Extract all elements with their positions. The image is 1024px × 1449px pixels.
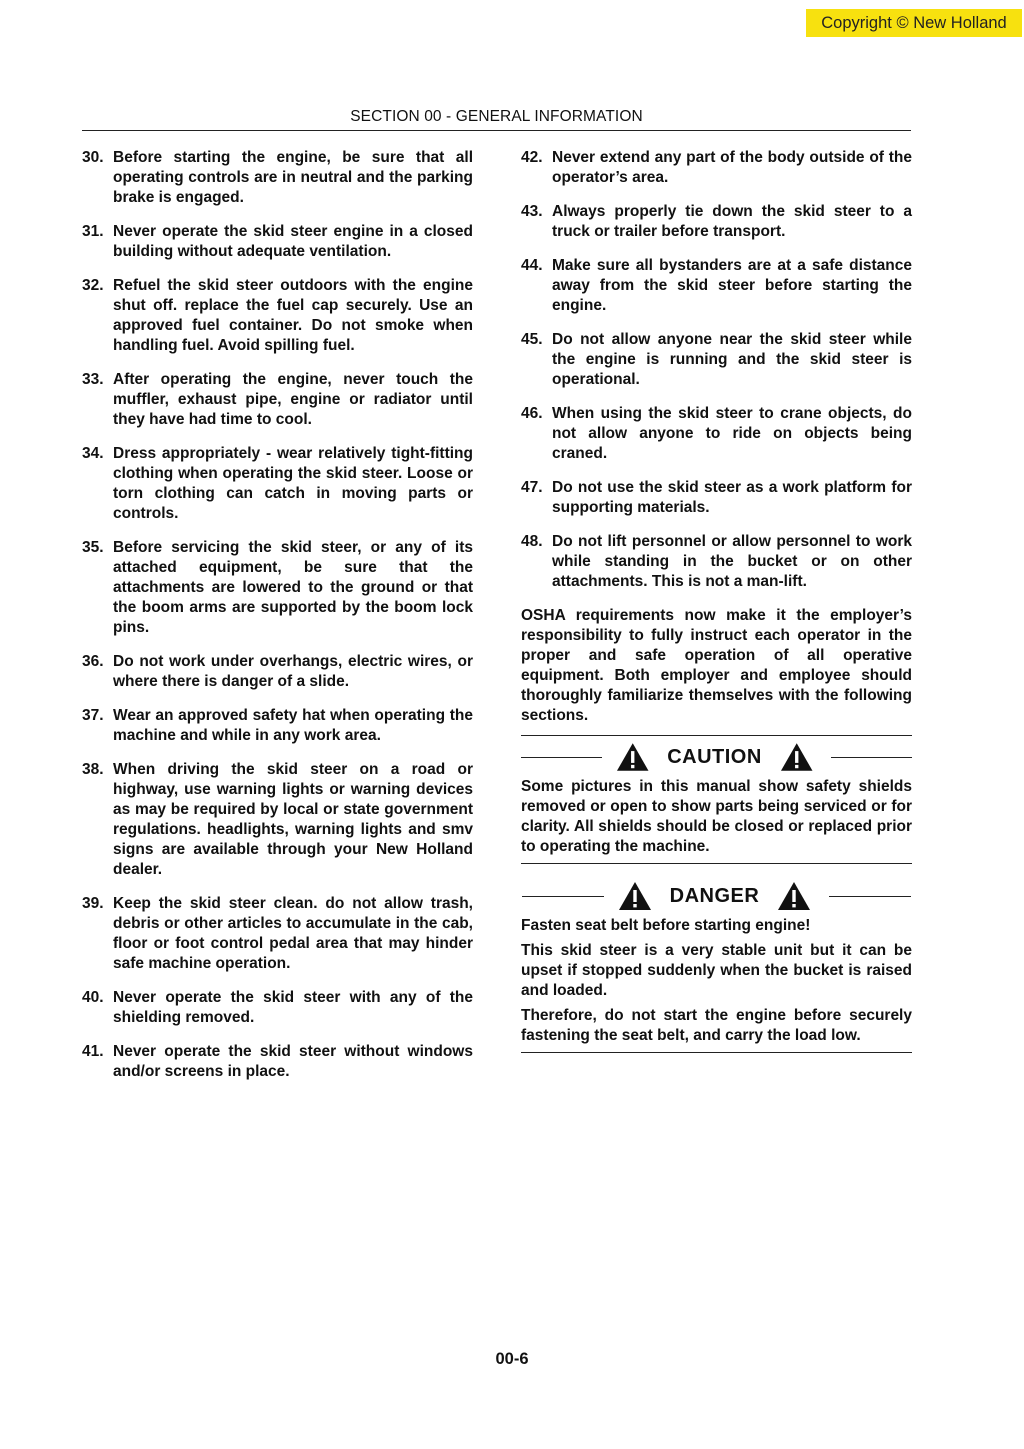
copyright-badge: Copyright © New Holland (806, 9, 1022, 37)
item-number: 41. (82, 1043, 104, 1060)
list-item (82, 444, 473, 524)
danger-right-dash (829, 896, 911, 897)
item-number: 42. (521, 149, 543, 166)
item-text: Never operate the skid steer without windows and/or screens in place. (113, 1043, 473, 1080)
item-number: 45. (521, 331, 543, 348)
danger-heading (521, 880, 912, 912)
list-item (82, 1042, 473, 1082)
caution-heading (521, 741, 912, 773)
danger-bottom-rule (521, 1052, 912, 1053)
item-text: Do not work under overhangs, electric wires, or where there is danger of a slide. (113, 653, 473, 690)
item-text: Do not use the skid steer as a work platform for supporting materials. (552, 479, 912, 516)
list-item (82, 706, 473, 746)
item-number: 40. (82, 989, 104, 1006)
danger-line: This skid steer is a very stable unit but it can be upset if stopped suddenly when the bucket is raised and loaded. (521, 942, 912, 999)
list-item (82, 148, 473, 208)
caution-body (521, 777, 912, 857)
item-text: Never extend any part of the body outside of the operator’s area. (552, 149, 912, 186)
list-item (82, 222, 473, 262)
item-number: 37. (82, 707, 104, 724)
list-item (82, 988, 473, 1028)
danger-body (521, 916, 912, 1046)
list-item (521, 148, 912, 188)
list-item (521, 532, 912, 592)
left-column (82, 148, 473, 1096)
right-column (521, 148, 912, 1053)
list-item (82, 538, 473, 638)
item-number: 44. (521, 257, 543, 274)
item-text: Before servicing the skid steer, or any of its attached equipment, be sure that the attachments are lowered to the ground or that the boom arms are supported by the boom lock pins. (113, 539, 473, 636)
item-text: When driving the skid steer on a road or highway, use warning lights or warning devices as may be required by local or state government regulations. headlights, warning lights and smv signs are available through your New Holland dealer. (113, 761, 473, 878)
warning-triangle-icon (780, 742, 813, 772)
item-number: 36. (82, 653, 104, 670)
list-item (521, 478, 912, 518)
item-text: Before starting the engine, be sure that all operating controls are in neutral and the parking brake is engaged. (113, 149, 473, 206)
item-number: 47. (521, 479, 543, 496)
danger-line: Fasten seat belt before starting engine! (521, 917, 811, 934)
item-text: After operating the engine, never touch the muffler, exhaust pipe, engine or radiator until they have had time to cool. (113, 371, 473, 428)
item-text: Refuel the skid steer outdoors with the engine shut off. replace the fuel cap securely. Use an approved fuel container. Do not smoke when handling fuel. Avoid spilling fuel. (113, 277, 473, 354)
item-text: Do not lift personnel or allow personnel to work while standing in the bucket or on other attachments. This is not a man-lift. (552, 533, 912, 590)
item-number: 48. (521, 533, 543, 550)
warning-triangle-icon (777, 881, 811, 911)
item-number: 31. (82, 223, 104, 240)
caution-title: CAUTION (667, 746, 762, 768)
item-text: Always properly tie down the skid steer to a truck or trailer before transport. (552, 203, 912, 240)
item-number: 43. (521, 203, 543, 220)
header-rule (82, 130, 911, 131)
item-text: Never operate the skid steer with any of the shielding removed. (113, 989, 473, 1026)
item-number: 35. (82, 539, 104, 556)
list-item (82, 760, 473, 880)
item-text: Wear an approved safety hat when operating the machine and while in any work area. (113, 707, 473, 744)
item-text: When using the skid steer to crane objects, do not allow anyone to ride on objects being craned. (552, 405, 912, 462)
list-item (82, 894, 473, 974)
item-number: 39. (82, 895, 104, 912)
osha-paragraph: OSHA requirements now make it the employer’s responsibility to fully instruct each operator in the proper and safe operation of all operative equipment. Both employer and employee should thoroughly familiarize themselves with the following sections. (521, 607, 912, 724)
warning-triangle-icon (616, 742, 649, 772)
section-header: SECTION 00 - GENERAL INFORMATION (350, 108, 643, 125)
item-text: Dress appropriately - wear relatively tight-fitting clothing when operating the skid steer. Loose or torn clothing can catch in moving parts or controls. (113, 445, 473, 522)
list-item (521, 256, 912, 316)
page-number: 00-6 (495, 1350, 529, 1368)
danger-title: DANGER (669, 885, 760, 907)
caution-right-dash (831, 757, 912, 758)
list-item (521, 404, 912, 464)
item-text: Do not allow anyone near the skid steer while the engine is running and the skid steer is operational. (552, 331, 912, 388)
item-number: 33. (82, 371, 104, 388)
item-number: 38. (82, 761, 104, 778)
item-text: Keep the skid steer clean. do not allow trash, debris or other articles to accumulate in the cab, floor or foot control pedal area that may hinder safe machine operation. (113, 895, 473, 972)
caution-top-rule (521, 735, 912, 736)
caution-left-dash (521, 757, 602, 758)
caution-bottom-rule (521, 863, 912, 864)
item-number: 30. (82, 149, 104, 166)
danger-line: Therefore, do not start the engine before securely fastening the seat belt, and carry the load low. (521, 1007, 912, 1044)
item-number: 34. (82, 445, 104, 462)
list-item (82, 370, 473, 430)
list-item (521, 330, 912, 390)
item-number: 46. (521, 405, 543, 422)
list-item (521, 202, 912, 242)
item-number: 32. (82, 277, 104, 294)
caution-text: Some pictures in this manual show safety shields removed or open to show parts being serviced or for clarity. All shields should be closed or replaced prior to operating the machine. (521, 778, 912, 855)
list-item (82, 652, 473, 692)
item-text: Make sure all bystanders are at a safe distance away from the skid steer before starting the engine. (552, 257, 912, 314)
list-item (82, 276, 473, 356)
item-text: Never operate the skid steer engine in a closed building without adequate ventilation. (113, 223, 473, 260)
warning-triangle-icon (618, 881, 652, 911)
danger-left-dash (522, 896, 604, 897)
